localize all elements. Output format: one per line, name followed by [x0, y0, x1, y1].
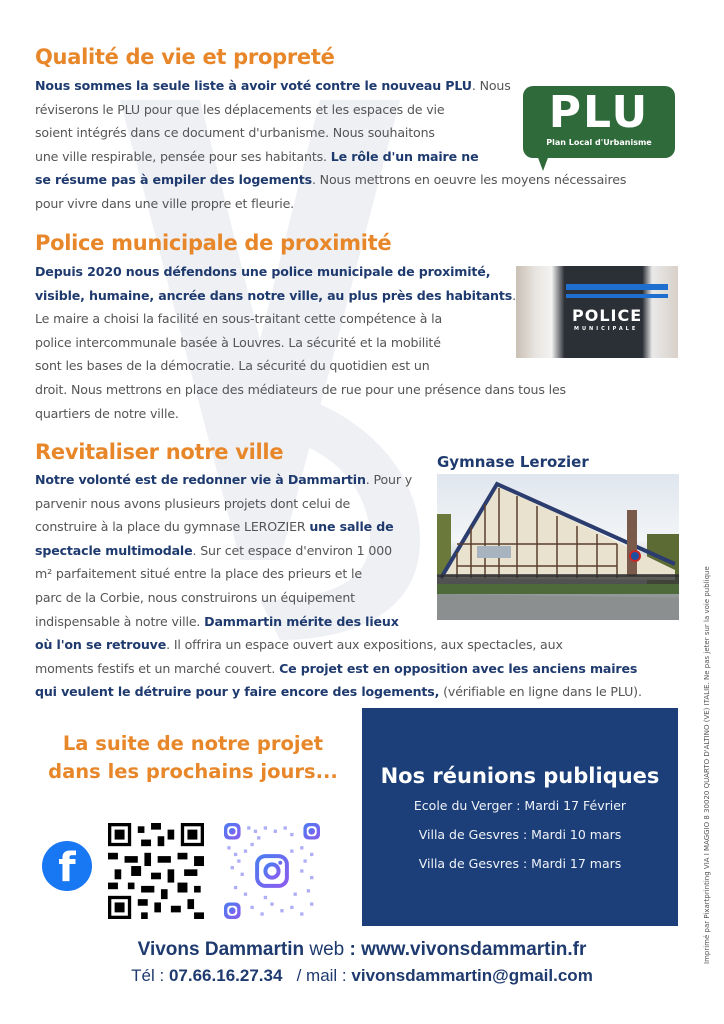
text: . Nous mettrons en oeuvre les moyens nécessaires: [311, 172, 627, 188]
bold-text: Dammartin mérite des lieux: [204, 613, 399, 629]
text: pour vivre dans une ville propre et fleurie.: [35, 195, 295, 211]
gym-caption: Gymnase Lerozier: [437, 453, 589, 471]
meeting-item: Ecole du Verger : Mardi 17 Février: [413, 798, 627, 813]
text: (vérifiable en ligne dans le PLU).: [439, 684, 642, 700]
section-title-police: Police municipale de proximité: [35, 231, 392, 255]
plu-badge: [523, 86, 675, 158]
meeting-item: Villa de Gesvres : Mardi 10 mars: [418, 827, 622, 842]
website-link[interactable]: www.vivonsdammartin.fr: [361, 939, 587, 960]
text: une ville respirable, pensée pour ses habitants.: [35, 148, 331, 164]
bold-text: Ce projet est en opposition avec les anciens maires: [279, 660, 638, 676]
qr-code-facebook[interactable]: [108, 823, 204, 919]
speech-bubble-tail: [537, 155, 549, 171]
phone-number[interactable]: 07.66.16.27.34: [168, 966, 283, 985]
bold-text: une salle de: [309, 519, 394, 535]
gymnase-illustration: [437, 474, 679, 620]
bold-text: qui veulent le détruire pour y faire encore des logements,: [35, 684, 440, 700]
bold-text: spectacle multimodale: [35, 542, 193, 558]
paragraph-line: [35, 284, 566, 308]
teaser-text: [30, 730, 356, 786]
text: construire à la place du gymnase LEROZIER: [35, 519, 310, 535]
footer-web-line: [0, 939, 724, 961]
text: sont les bases de la démocratie. La sécurité du quotidien est un: [35, 358, 430, 374]
text: quartiers de notre ville.: [35, 405, 179, 421]
paragraph-line: [35, 680, 642, 704]
paragraph-line: [35, 260, 566, 284]
text: parc de la Corbie, nous construirons un équipement: [35, 589, 355, 605]
web-separator: :: [349, 939, 362, 960]
vest-stripe: [566, 284, 668, 290]
meetings-title: Nos réunions publiques: [380, 764, 660, 788]
vest-label: POLICE: [572, 306, 643, 325]
text: moments festifs et un marché couvert.: [35, 660, 280, 676]
vest-sublabel: MUNICIPALE: [574, 326, 639, 332]
paragraph-line: [35, 307, 566, 331]
tel-label: Tél :: [131, 966, 169, 985]
public-meetings-box: [362, 708, 678, 926]
police-paragraph: [35, 260, 566, 425]
facebook-f-glyph: f: [58, 845, 76, 891]
footer-contact-line: [0, 966, 724, 986]
plu-badge-title: PLU: [548, 87, 650, 138]
teaser-line-2: dans les prochains jours...: [48, 760, 338, 783]
paragraph-line: [35, 168, 626, 192]
text: indispensable à notre ville.: [35, 613, 205, 629]
paragraph-line: [35, 378, 566, 402]
section-title-revitaliser: Revitaliser notre ville: [35, 440, 284, 464]
bold-text: Depuis 2020 nous défendons une police municipale de proximité,: [35, 264, 491, 279]
police-officer-photo: [516, 266, 678, 358]
text: m² parfaitement situé entre la place des prieurs et le: [35, 566, 362, 582]
teaser-line-1: La suite de notre projet: [62, 732, 324, 755]
text: .: [512, 287, 516, 303]
text: parvenir nous avons plusieurs projets dont celui de: [35, 495, 351, 511]
bold-text: où l'on se retrouve: [35, 637, 167, 653]
text: . Pour y: [365, 472, 413, 487]
text: police intercommunale basée à Louvres. La sécurité et la mobilité: [35, 334, 441, 350]
bold-text: se résume pas à empiler des logements: [35, 172, 312, 188]
text: . Nous: [471, 78, 511, 93]
paragraph-line: [35, 354, 566, 378]
section-title-quality: Qualité de vie et propreté: [35, 45, 335, 69]
org-name: Vivons Dammartin: [137, 939, 305, 960]
paragraph-line: [35, 192, 626, 216]
plu-badge-subtitle: Plan Local d'Urbanisme: [546, 138, 652, 147]
web-label: web: [304, 939, 350, 960]
text: soient intégrés dans ce document d'urbanisme. Nous souhaitons: [35, 125, 435, 141]
text: . Il offrira un espace ouvert aux expositions, aux spectacles, aux: [166, 637, 563, 653]
mail-label: / mail :: [282, 966, 352, 985]
text: droit. Nous mettrons en place des médiateurs de rue pour une présence dans tous les: [35, 381, 566, 397]
vest-stripe: [566, 294, 668, 298]
bold-text: Notre volonté est de redonner vie à Dammartin: [35, 472, 366, 487]
print-notice: Imprimé par Pixartprinting VIA I MAGGIO 8 30020 QUARTO D'ALTINO (VE) ITALIE. Ne pas jeter sur la voie publique: [703, 566, 711, 964]
bold-text: Le rôle d'un maire ne: [330, 148, 479, 164]
paragraph-line: [35, 331, 566, 355]
paragraph-line: [35, 402, 566, 426]
bold-text: visible, humaine, ancrée dans notre ville, au plus près des habitants: [35, 287, 513, 303]
text: . Sur cet espace d'environ 1 000: [192, 542, 392, 558]
bold-text: Nous sommes la seule liste à avoir voté contre le nouveau PLU: [35, 78, 472, 93]
facebook-icon[interactable]: [42, 841, 92, 891]
text: réviserons le PLU pour que les déplacements et les espaces de vie: [35, 101, 445, 117]
paragraph-line: [35, 657, 642, 681]
gymnase-photo: [437, 474, 679, 620]
paragraph-line: [35, 633, 642, 657]
email-link[interactable]: vivonsdammartin@gmail.com: [351, 966, 593, 985]
meeting-item: Villa de Gesvres : Mardi 17 mars: [418, 856, 622, 871]
text: Le maire a choisi la facilité en sous-traitant cette compétence à la: [35, 311, 443, 327]
qr-code-instagram[interactable]: [224, 823, 320, 919]
